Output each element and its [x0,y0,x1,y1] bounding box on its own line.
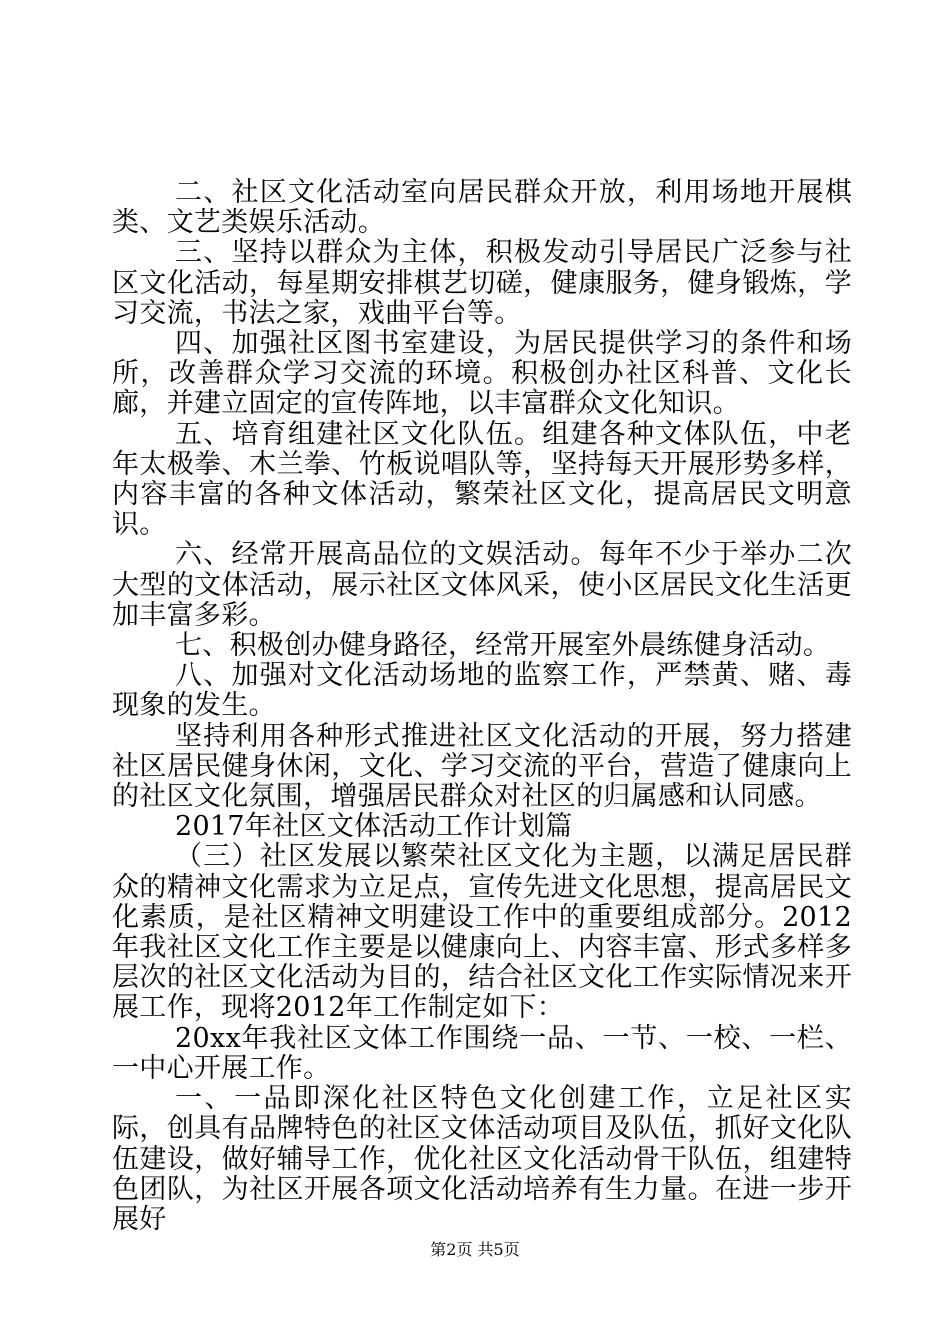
paragraph: 一、一品即深化社区特色文化创建工作，立足社区实际，创具有品牌特色的社区文体活动项目及队伍，抓好文化队伍建设，做好辅导工作，优化社区文化活动骨干队伍，组建特色团队，为社区开展各项文化活动培养有生力量。在进一步开展好 [112,1083,852,1235]
paragraph: 七、积极创办健身路径，经常开展室外晨练健身活动。 [175,630,831,662]
paragraph: 20xx年我社区文体工作围绕一品、一节、一校、一栏、一中心开展工作。 [112,1022,852,1084]
document-body [112,178,852,1235]
paragraph: （三）社区发展以繁荣社区文化为主题，以满足居民群众的精神文化需求为立足点，宣传先进文化思想，提高居民文化素质，是社区精神文明建设工作中的重要组成部分。2012年我社区文化工作主要是以健康向上、内容丰富、形式多样多层次的社区文化活动为目的，结合社区文化工作实际情况来开展工作，现将2012年工作制定如下： [112,841,852,1024]
page-footer: 第2页 共5页 [430,1240,520,1259]
paragraph: 三、坚持以群众为主体，积极发动引导居民广泛参与社区文化活动，每星期安排棋艺切磋，健康服务，健身锻炼，学习交流，书法之家，戏曲平台等。 [112,237,852,329]
paragraph: 六、经常开展高品位的文娱活动。每年不少于举办二次大型的文体活动，展示社区文体风采，使小区居民文化生活更加丰富多彩。 [112,539,852,631]
paragraph: 二、社区文化活动室向居民群众开放，利用场地开展棋类、文艺类娱乐活动。 [112,177,852,239]
paragraph: 五、培育组建社区文化队伍。组建各种文体队伍，中老年太极拳、木兰拳、竹板说唱队等，坚持每天开展形势多样，内容丰富的各种文体活动，繁荣社区文化，提高居民文明意识。 [112,418,852,541]
paragraph: 八、加强对文化活动场地的监察工作，严禁黄、赌、毒现象的发生。 [112,660,852,722]
paragraph: 坚持利用各种形式推进社区文化活动的开展，努力搭建社区居民健身休闲，文化、学习交流的平台，营造了健康向上的社区文化氛围，增强居民群众对社区的归属感和认同感。 [112,720,852,813]
section-heading: 2017年社区文体活动工作计划篇 [175,811,573,843]
paragraph: 四、加强社区图书室建设，为居民提供学习的条件和场所，改善群众学习交流的环境。积极创办社区科普、文化长廊，并建立固定的宣传阵地，以丰富群众文化知识。 [112,328,852,420]
